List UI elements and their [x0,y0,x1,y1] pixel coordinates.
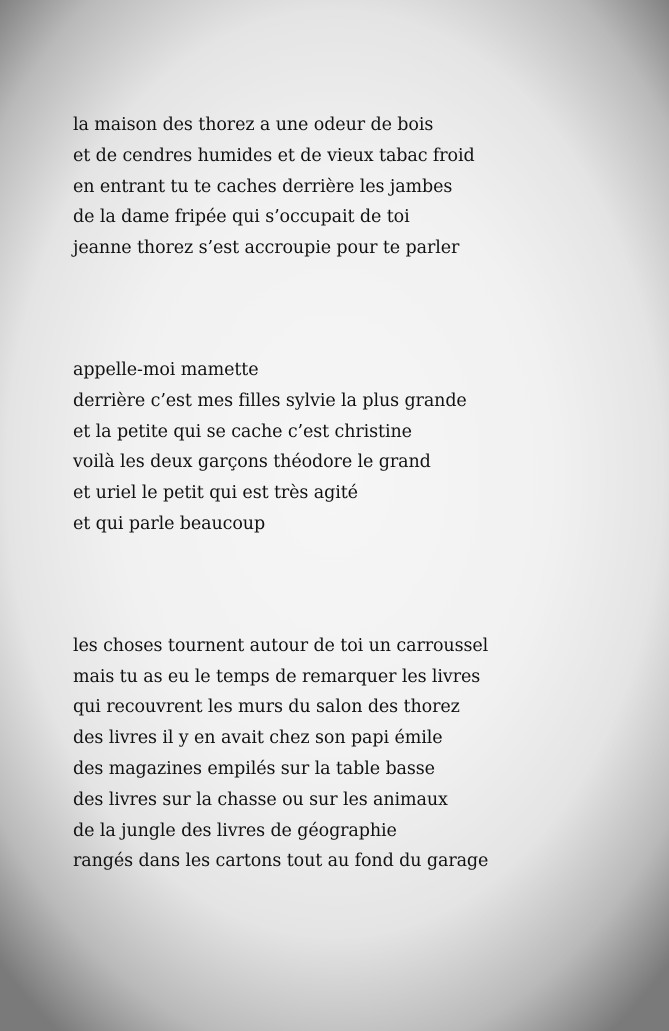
poem-line: la maison des thorez a une odeur de bois [73,115,434,135]
poem-line: derrière c’est mes filles sylvie la plus grande [73,390,467,411]
poem-line: des magazines empilés sur la table basse [73,758,435,779]
poem-line: et la petite qui se cache c’est christine [73,421,412,442]
poem-line: des livres il y en avait chez son papi émile [73,728,443,749]
poem-line: de la dame fripée qui s’occupait de toi [73,207,410,228]
poem-line: de la jungle des livres de géographie [73,820,397,841]
poem-line: jeanne thorez s’est accroupie pour te parler [73,238,460,259]
poem-line: les choses tournent autour de toi un carroussel [73,635,489,656]
stanza-3 [73,631,633,877]
stanza-1 [73,110,633,264]
poem-line: qui recouvrent les murs du salon des thorez [73,697,460,718]
poem-line: rangés dans les cartons tout au fond du garage [73,851,489,872]
poem-line: et de cendres humides et de vieux tabac froid [73,145,475,166]
stanza-2 [73,355,633,540]
poem-line: des livres sur la chasse ou sur les animaux [73,789,448,810]
poem-line: et qui parle beaucoup [73,513,266,534]
poem-line: en entrant tu te caches derrière les jambes [73,176,453,197]
poem-line: mais tu as eu le temps de remarquer les livres [73,666,481,687]
poem-page [73,110,633,877]
poem-line: appelle-moi mamette [73,359,259,380]
poem-line: voilà les deux garçons théodore le grand [73,452,431,473]
poem-line: et uriel le petit qui est très agité [73,483,358,504]
